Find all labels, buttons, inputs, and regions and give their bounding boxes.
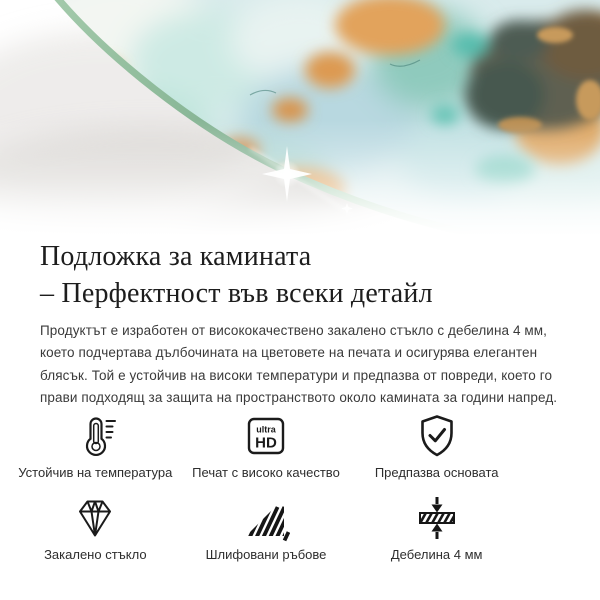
- thermometer-icon: [71, 412, 119, 460]
- ultra-hd-icon: [242, 412, 290, 460]
- feature-thickness-4mm: [351, 494, 522, 563]
- svg-text:HD: HD: [255, 434, 277, 452]
- feature-label: Устойчив на температура: [18, 464, 173, 480]
- glass-mat-illustration: [0, 0, 600, 236]
- page-title-line2: – Перфектност във всеки детайл: [40, 278, 433, 309]
- feature-temperature-resistant: [10, 412, 181, 481]
- feature-label: Дебелина 4 мм: [390, 546, 483, 562]
- feature-label: Закалено стъкло: [44, 546, 147, 562]
- diamond-icon: [71, 494, 119, 542]
- product-hero-image: [0, 0, 600, 236]
- feature-label: Предпазва основата: [374, 464, 499, 480]
- page-title: [40, 238, 560, 312]
- thickness-icon: [413, 494, 461, 542]
- feature-tempered-glass: [10, 494, 181, 563]
- page-title-line1: Подложка за камината: [40, 241, 312, 272]
- feature-grid: [10, 412, 522, 563]
- feature-label: Печат с високо качество: [192, 464, 340, 480]
- feature-protects-base: [351, 412, 522, 481]
- feature-polished-edges: [181, 494, 352, 563]
- feature-high-quality-print: [181, 412, 352, 481]
- svg-text:ultra: ultra: [256, 424, 276, 435]
- feature-label: Шлифовани ръбове: [205, 546, 327, 562]
- product-description: Продуктът е изработен от висококачествено закалено стъкло с дебелина 4 мм, което подчертава дълбочината на цветовете на печата и осигурява елегантен блясък. Той е устойчив на високи температури и предпазва от повреди, което го прави подходящ за защита на пространството около камината за години напред.: [40, 323, 558, 406]
- polished-edges-icon: [242, 494, 290, 542]
- shield-check-icon: [413, 412, 461, 460]
